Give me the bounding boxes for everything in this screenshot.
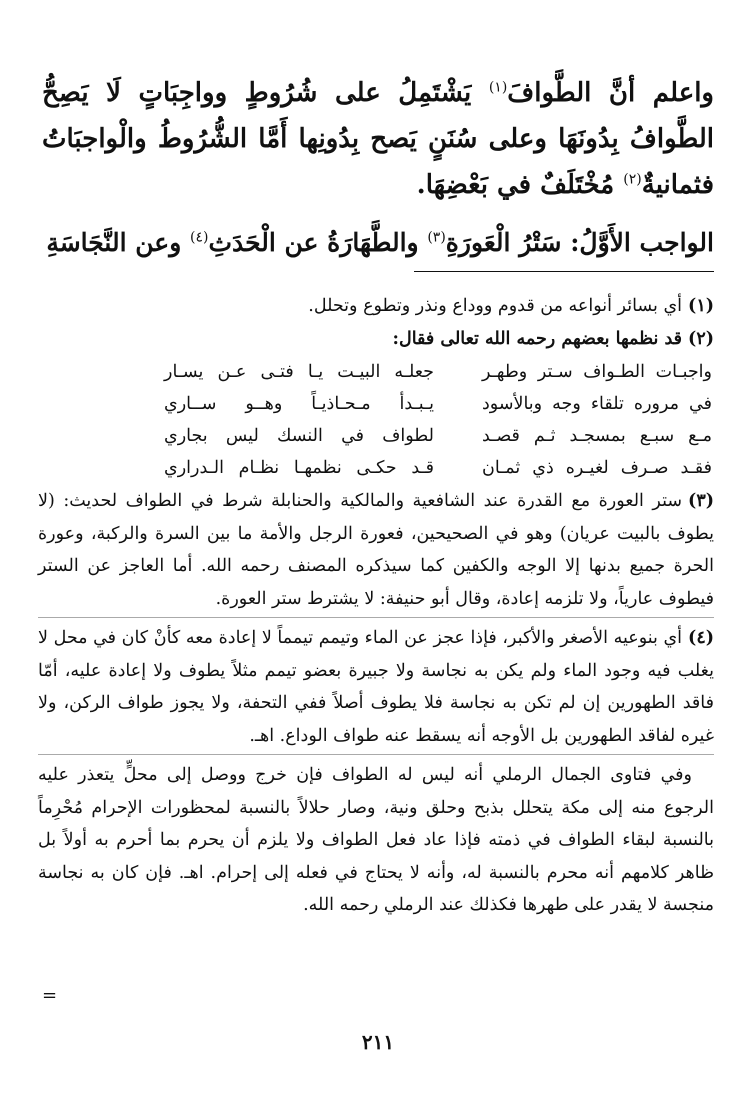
footnote-separator [414,271,714,272]
footnote-number: (٤) [688,628,714,648]
poem-verse [38,356,712,388]
footnote-ref-3[interactable]: (٣) [427,229,446,246]
footnote-ref-4[interactable]: (٤) [189,229,209,246]
footnote-ref-1[interactable]: (١) [488,79,508,96]
footnote-divider [38,617,714,618]
poem [38,356,714,484]
verse-second-hemistich: يـبـدأ مـحـاذيـاً وهــو ســاري [164,394,434,414]
footnotes [38,290,714,922]
continuation-mark: = [42,985,58,1006]
footnote-ref-2[interactable]: (٢) [623,171,642,188]
footnote-1: (١)أي بسائر أنواعه من قدوم ووداع ونذر وتطوع وتحلل. [308,296,714,316]
verse-first-hemistich: في مروره تلقاء وجه وبالأسود [482,394,712,414]
verse-second-hemistich: لطواف في النسك ليس بجاري [164,426,434,446]
poem-verse [38,420,712,452]
main-paragraph: واعلم أنَّ الطَّوافَ$^{(١)}$ يَشْتَمِلُ على شُرُوطٍ وواجِبَاتٍ لَا يَصِحُّ الطَّوافُ بِدُونَهَا وعلى سُنَنٍ يَصح بِدُونِها أَمَّا الشُّرُوطُ والْواجبَاتُ فثمانيةٌ$^{(٢)}$ مُخْتَلَفٌ في بَعْضِهَا. [42,78,714,200]
footnote-2: (٢)قد نظمها بعضهم رحمه الله تعالى فقال: [392,328,714,349]
verse-first-hemistich: مـع سبـع بمسجـد ثـم قصـد [482,426,712,446]
verse-second-hemistich: قـد حكـى نظمهـا نظـام الـدراري [164,458,434,478]
heading-lead: الواجب الأَوَّلُ: [561,228,714,257]
footnote-continuation: وفي فتاوى الجمال الرملي أنه ليس له الطواف فإن خرج ووصل إلى محلٍّ يتعذر عليه الرجوع منه إلى مكة يتحلل بذبح وحلق ونية، وصار حلالاً بالنسبة لمحظورات الإحرام مُحْرِماً بالنسبة لبقاء الطواف في ذمته فإذا عاد فعل الطواف ولا يلزم أن يحرم بما أحرم به أولاً بل ظاهر كلامهم أنه محرم بالنسبة له، وأنه لا يحتاج في فعله إلى إحرام. اهـ. فإن كان به نجاسة منجسة لا يقدر على طهرها فكذلك عند الرملي رحمه الله. [38,765,715,915]
verse-first-hemistich: واجبـات الطـواف سـتر وطهـر [482,362,712,382]
footnote-number: (٢) [688,328,714,349]
verse-second-hemistich: جعلـه البيـت يـا فتـى عـن يسـار [164,362,434,382]
footnote-divider [38,754,714,755]
page-number: ٢١١ [361,1030,395,1054]
footnote-3: (٣)ستر العورة مع القدرة عند الشافعية والمالكية والحنابلة شرط في الطواف لحديث: (لا يطوف بالبيت عريان) وهو في الصحيحين، فعورة الرجل والأمة ما بين السرة والركبة، وعورة الحرة جميع بدنها إلا الوجه والكفين كما سيذكره المصنف رحمه الله. أما العاجز عن الستر فيطوف عارياً، ولا تلزمه إعادة، وقال أبو حنيفة: لا يشترط ستر العورة. [38,491,714,609]
verse-first-hemistich: فقـد صـرف لغيـره ذي ثمـان [482,458,712,478]
poem-verse [38,452,712,484]
footnote-number: (٣) [688,491,714,511]
footnote-number: (١) [688,296,714,316]
poem-verse [38,388,712,420]
main-text [42,70,714,266]
section-heading: الواجب الأَوَّلُ: سَتْرُ الْعَورَةِ$^{(٣)}$ والطَّهَارَةُ عن الْحَدَثِ$^{(٤)}$ وعن النَّجَاسَةِ [46,228,714,257]
footnote-4: (٤)أي بنوعيه الأصغر والأكبر، فإذا عجز عن الماء وتيمم تيمماً لا إعادة معه كأنْ كان في محل لا يغلب فيه وجود الماء ولم يكن به نجاسة ولا جبيرة بعضو تيمم مثلاً يطوف ولا إعادة عليه، أمّا فاقد الطهورين إن لم تكن به نجاسة فلا يطوف أصلاً ففي التحفة، ولا يجوز طواف الركن، ولا غيره لفاقد الطهورين بل الأوجه أنه يسقط عنه طواف الوداع. اهـ. [38,628,714,746]
